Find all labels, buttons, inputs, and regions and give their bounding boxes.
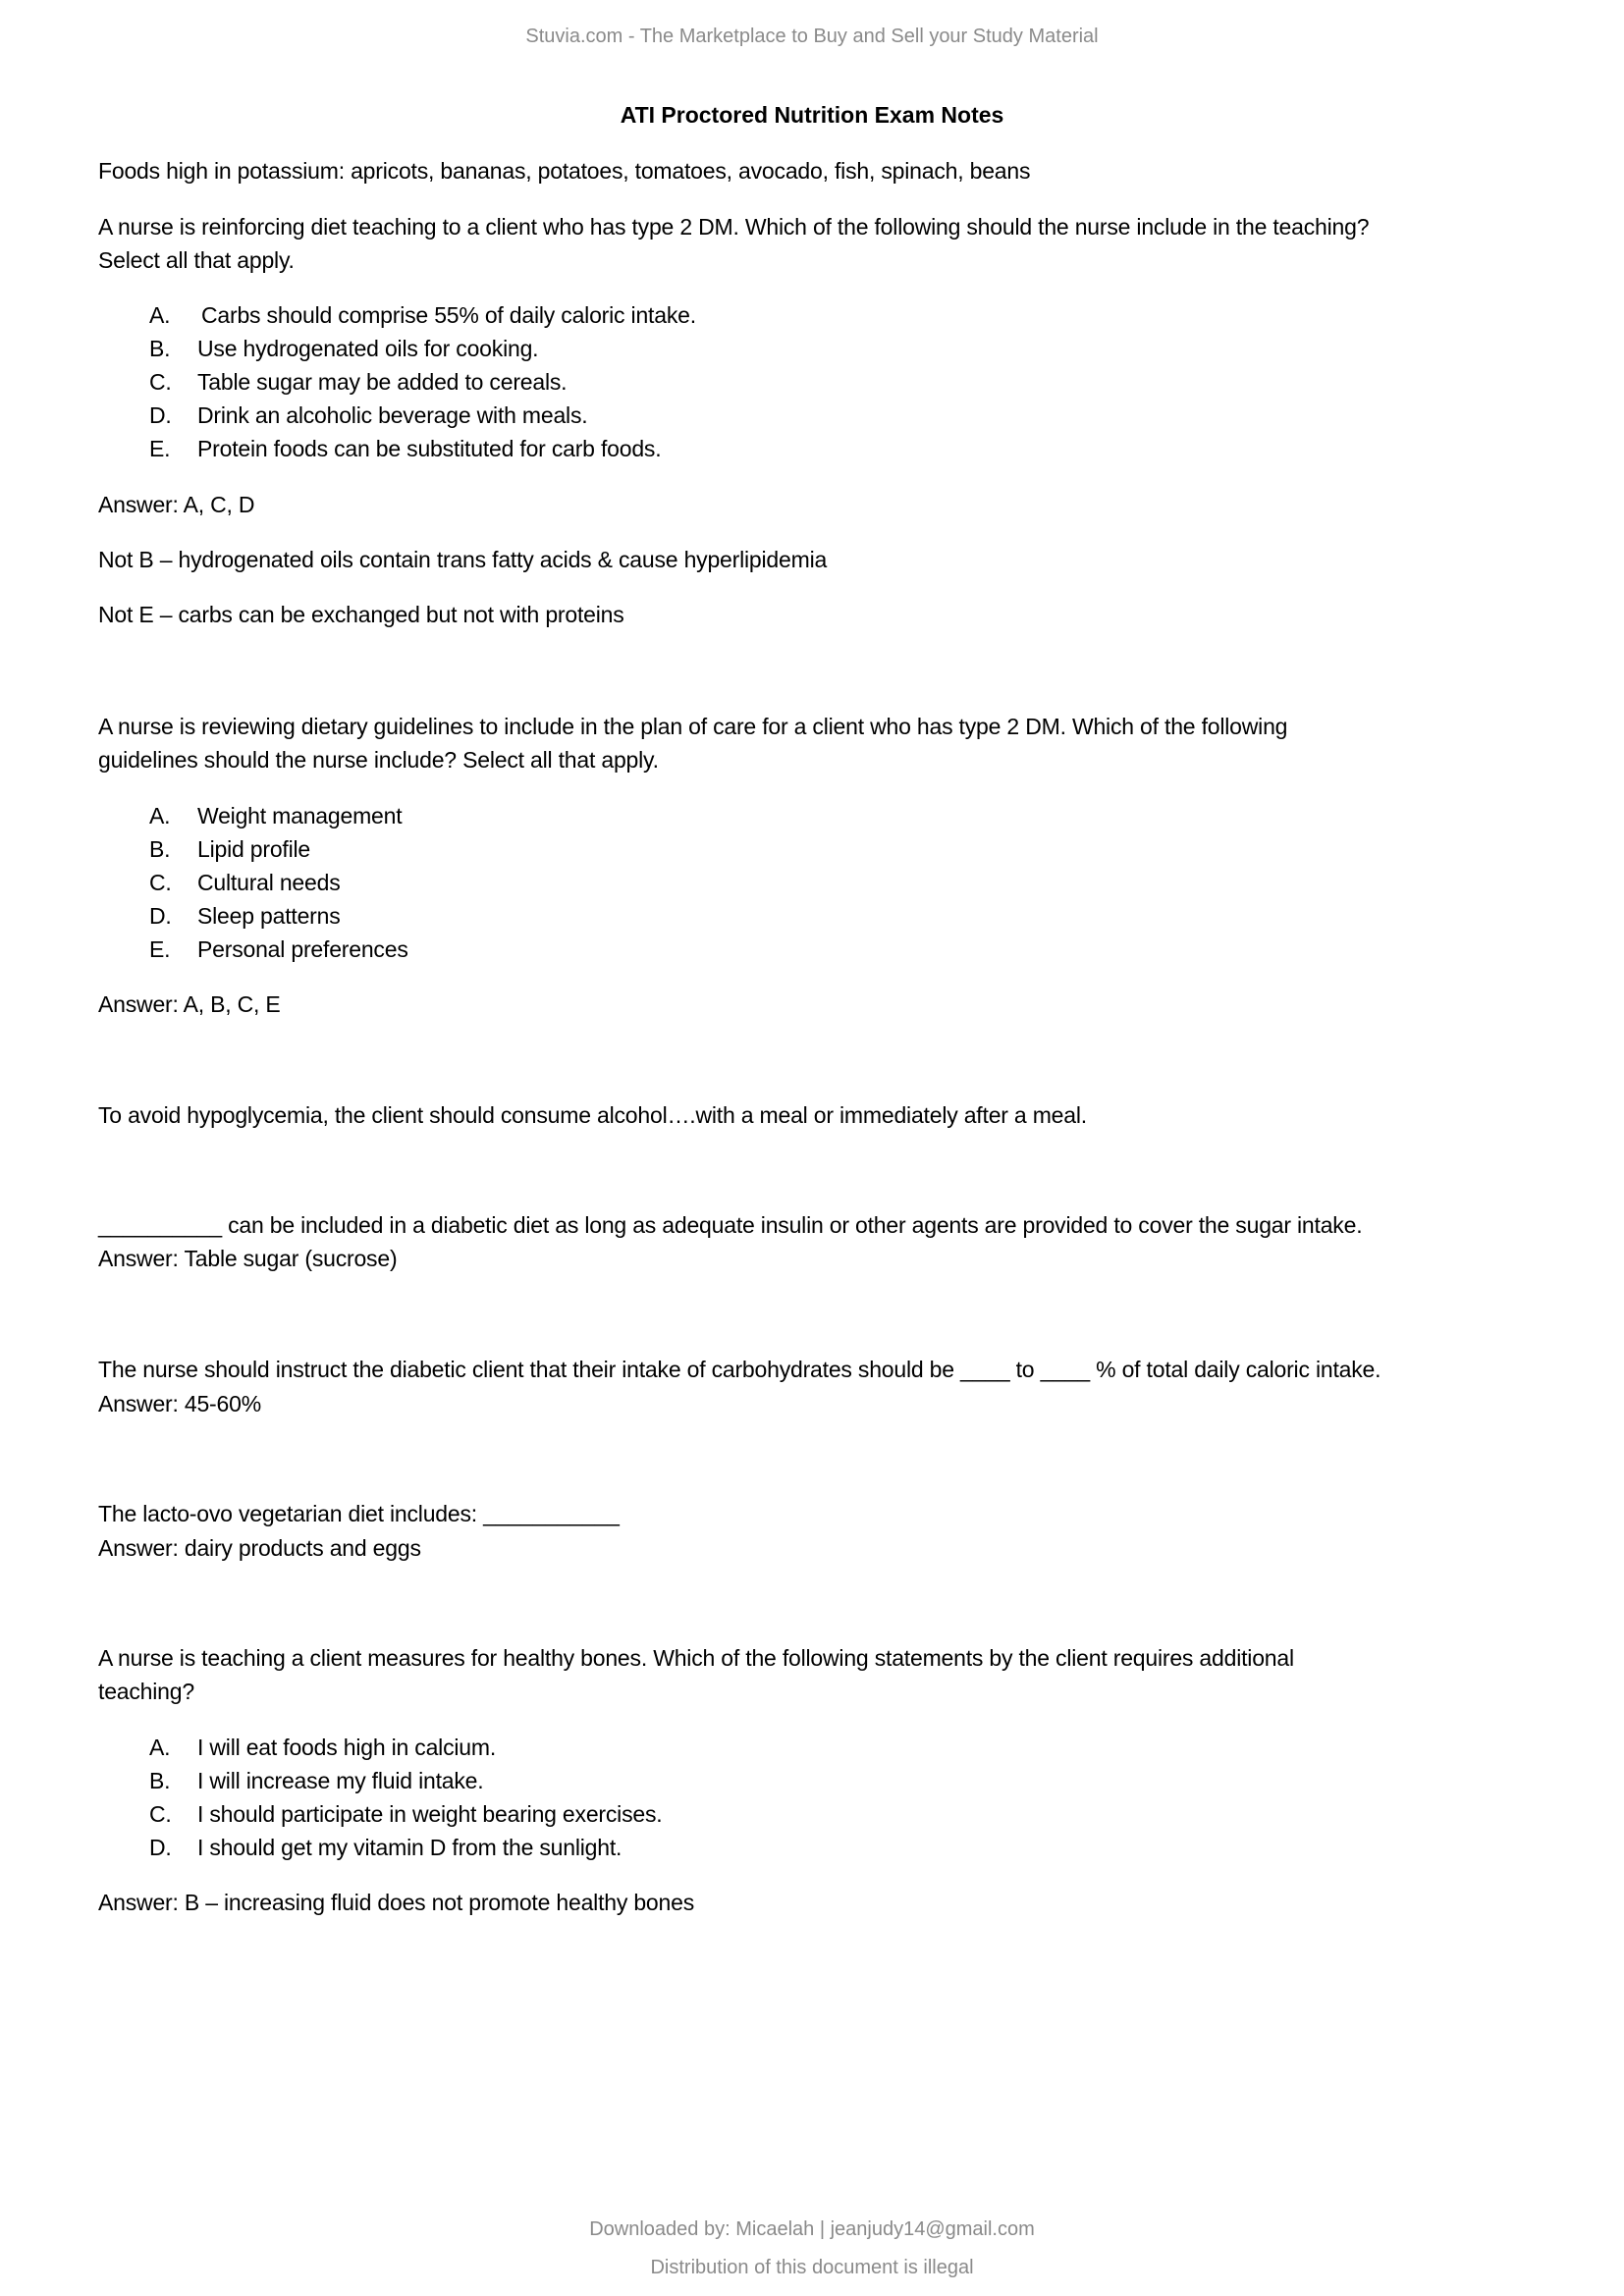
sugar-question: __________ can be included in a diabetic diet as long as adequate insulin or other agents are provided to cover the sugar intake. — [98, 1212, 1363, 1238]
q2-text: A nurse is reviewing dietary guidelines to include in the plan of care for a client who has type 2 DM. Which of the following — [98, 714, 1288, 739]
page-title: ATI Proctored Nutrition Exam Notes — [620, 102, 1004, 128]
lacto-answer: Answer: dairy products and eggs — [98, 1535, 421, 1561]
q3-text: A nurse is teaching a client measures for healthy bones. Which of the following statements by the client requires additional — [98, 1645, 1294, 1671]
q3-answer: Answer: B – increasing fluid does not promote healthy bones — [98, 1890, 695, 1915]
carbs-answer: Answer: 45-60% — [98, 1391, 261, 1416]
q2-answer: Answer: A, B, C, E — [98, 991, 281, 1017]
footer-notice: Distribution of this document is illegal — [650, 2257, 974, 2278]
potassium-note: Foods high in potassium: apricots, bananas, potatoes, tomatoes, avocado, fish, spinach, beans — [98, 158, 1031, 184]
sugar-answer: Answer: Table sugar (sucrose) — [98, 1246, 398, 1271]
q1-note-b: Not B – hydrogenated oils contain trans fatty acids & cause hyperlipidemia — [98, 547, 828, 572]
q3-text: teaching? — [98, 1679, 194, 1704]
site-header: Stuvia.com - The Marketplace to Buy and Sell your Study Material — [525, 26, 1099, 47]
lacto-question: The lacto-ovo vegetarian diet includes: ___________ — [98, 1501, 620, 1526]
carbs-question: The nurse should instruct the diabetic client that their intake of carbohydrates should be ____ to ____ % of total daily caloric intake. — [98, 1357, 1381, 1382]
q1-text: A nurse is reinforcing diet teaching to a client who has type 2 DM. Which of the following should the nurse include in the teaching? — [98, 214, 1370, 240]
q2-text: guidelines should the nurse include? Select all that apply. — [98, 747, 659, 773]
q1-text: Select all that apply. — [98, 247, 295, 273]
q1-note-e: Not E – carbs can be exchanged but not with proteins — [98, 602, 624, 627]
q1-answer: Answer: A, C, D — [98, 492, 255, 517]
footer-downloaded: Downloaded by: Micaelah | jeanjudy14@gmail.com — [589, 2218, 1035, 2240]
hypoglycemia-note: To avoid hypoglycemia, the client should consume alcohol….with a meal or immediately after a meal. — [98, 1102, 1087, 1128]
